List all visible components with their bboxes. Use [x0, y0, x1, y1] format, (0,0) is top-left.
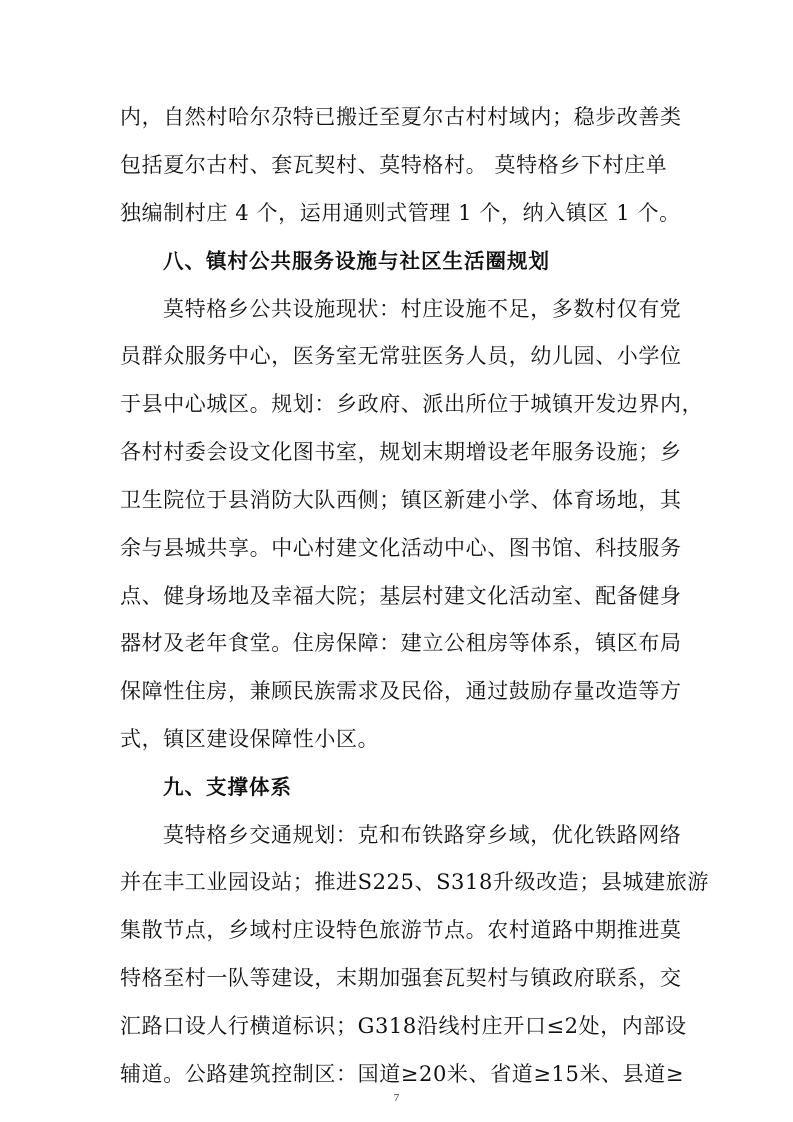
paragraph-line: 独编制村庄 4 个，运用通则式管理 1 个，纳入镇区 1 个。	[120, 201, 681, 225]
paragraph-line: 包括夏尔古村、套瓦契村、莫特格村。 莫特格乡下村庄单	[120, 153, 668, 177]
section-heading-9: 九、支撑体系	[163, 775, 292, 799]
paragraph-line: 莫特格乡交通规划：克和布铁路穿乡域，优化铁路网络	[163, 823, 682, 847]
paragraph-line: 余与县城共享。中心村建文化活动中心、图书馆、科技服务	[120, 536, 682, 560]
paragraph-line: 保障性住房，兼顾民族需求及民俗，通过鼓励存量改造等方	[120, 679, 682, 703]
paragraph-line: 特格至村一队等建设，末期加强套瓦契村与镇政府联系，交	[120, 966, 682, 990]
paragraph-line: 于县中心城区。规划：乡政府、派出所位于城镇开发边界内，	[120, 392, 704, 416]
paragraph-line: 员群众服务中心，医务室无常驻医务人员，幼儿园、小学位	[120, 344, 682, 368]
paragraph-line: 莫特格乡公共设施现状：村庄设施不足，多数村仅有党	[163, 297, 682, 321]
paragraph-line: 卫生院位于县消防大队西侧；镇区新建小学、体育场地，其	[120, 488, 682, 512]
paragraph-line: 式，镇区建设保障性小区。	[120, 727, 380, 751]
paragraph-line: 辅道。公路建筑控制区：国道≥20米、省道≥15米、县道≥	[120, 1062, 685, 1086]
paragraph-line: 点、健身场地及幸福大院；基层村建文化活动室、配备健身	[120, 584, 682, 608]
paragraph-line: 汇路口设人行横道标识；G318沿线村庄开口≤2处，内部设	[120, 1014, 687, 1038]
section-heading-8: 八、镇村公共服务设施与社区生活圈规划	[163, 249, 550, 273]
paragraph-line: 集散节点，乡域村庄设特色旅游节点。农村道路中期推进莫	[120, 918, 682, 942]
paragraph-line: 各村村委会设文化图书室，规划末期增设老年服务设施；乡	[120, 440, 682, 464]
page-number: 7	[393, 1092, 400, 1104]
paragraph-line: 内，自然村哈尔尕特已搬迁至夏尔古村村域内；稳步改善类	[120, 105, 682, 129]
paragraph-line: 并在丰工业园设站；推进S225、S318升级改造；县城建旅游	[120, 870, 709, 894]
paragraph-line: 器材及老年食堂。住房保障：建立公租房等体系，镇区布局	[120, 631, 682, 655]
